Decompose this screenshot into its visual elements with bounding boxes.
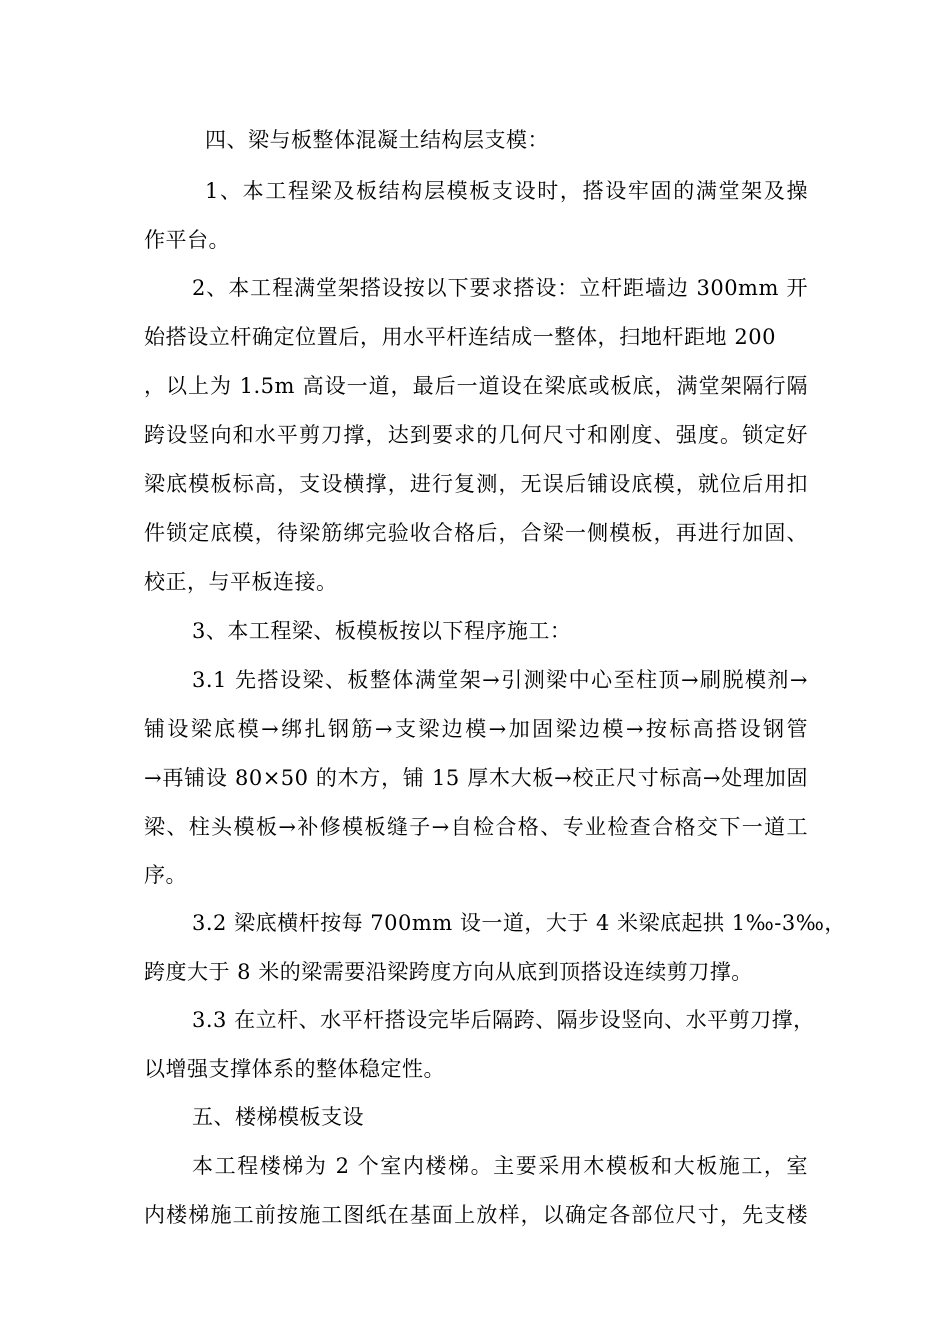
item-2-line-5: 梁底模板标高，支设横撑，进行复测，无误后铺设底模，就位后用扣	[144, 472, 808, 496]
item-3-2-line-1: 3.2 梁底横杆按每 700mm 设一道，大于 4 米梁底起拱 1‰-3‰，	[192, 911, 846, 935]
section-5-heading: 五、楼梯模板支设	[192, 1105, 364, 1129]
item-3-2-line-2: 跨度大于 8 米的梁需要沿梁跨度方向从底到顶搭设连续剪刀撑。	[144, 960, 753, 984]
item-2-line-7: 校正，与平板连接。	[144, 570, 338, 594]
item-3-3-line-1: 3.3 在立杆、水平杆搭设完毕后隔跨、隔步设竖向、水平剪刀撑，	[192, 1008, 815, 1032]
item-2-line-6: 件锁定底模，待梁筋绑完验收合格后，合梁一侧模板，再进行加固、	[144, 521, 808, 545]
item-2-line-3: ，以上为 1.5m 高设一道，最后一道设在梁底或板底，满堂架隔行隔	[144, 374, 808, 398]
item-3-3-line-2: 以增强支撑体系的整体稳定性。	[144, 1057, 445, 1081]
section-5-line-1: 本工程楼梯为 2 个室内楼梯。主要采用木模板和大板施工，室	[192, 1154, 808, 1178]
item-3-1-line-4: 梁、柱头模板→补修模板缝子→自检合格、专业检查合格交下一道工	[144, 815, 808, 839]
item-2-line-2: 始搭设立杆确定位置后，用水平杆连结成一整体，扫地杆距地 200	[144, 325, 776, 349]
section-5-line-2: 内楼梯施工前按施工图纸在基面上放样，以确定各部位尺寸，先支楼	[144, 1203, 808, 1227]
item-2-line-1: 2、本工程满堂架搭设按以下要求搭设：立杆距墙边 300mm 开	[192, 276, 808, 300]
item-2-line-4: 跨设竖向和水平剪刀撑，达到要求的几何尺寸和刚度、强度。锁定好	[144, 423, 808, 447]
section-4-heading: 四、梁与板整体混凝土结构层支模：	[205, 128, 549, 152]
item-1-line-1: 1、本工程梁及板结构层模板支设时，搭设牢固的满堂架及操	[205, 179, 808, 203]
item-1-line-2: 作平台。	[144, 228, 230, 252]
item-3-1-line-1: 3.1 先搭设梁、板整体满堂架→引测梁中心至柱顶→刷脱模剂→	[192, 668, 808, 692]
item-3-1-line-3: →再铺设 80×50 的木方，铺 15 厚木大板→校正尺寸标高→处理加固	[144, 766, 808, 790]
item-3-1-line-2: 铺设梁底模→绑扎钢筋→支梁边模→加固梁边模→按标高搭设钢管	[144, 717, 808, 741]
item-3-heading: 3、本工程梁、板模板按以下程序施工：	[192, 619, 572, 643]
item-3-1-line-5: 序。	[144, 863, 187, 887]
